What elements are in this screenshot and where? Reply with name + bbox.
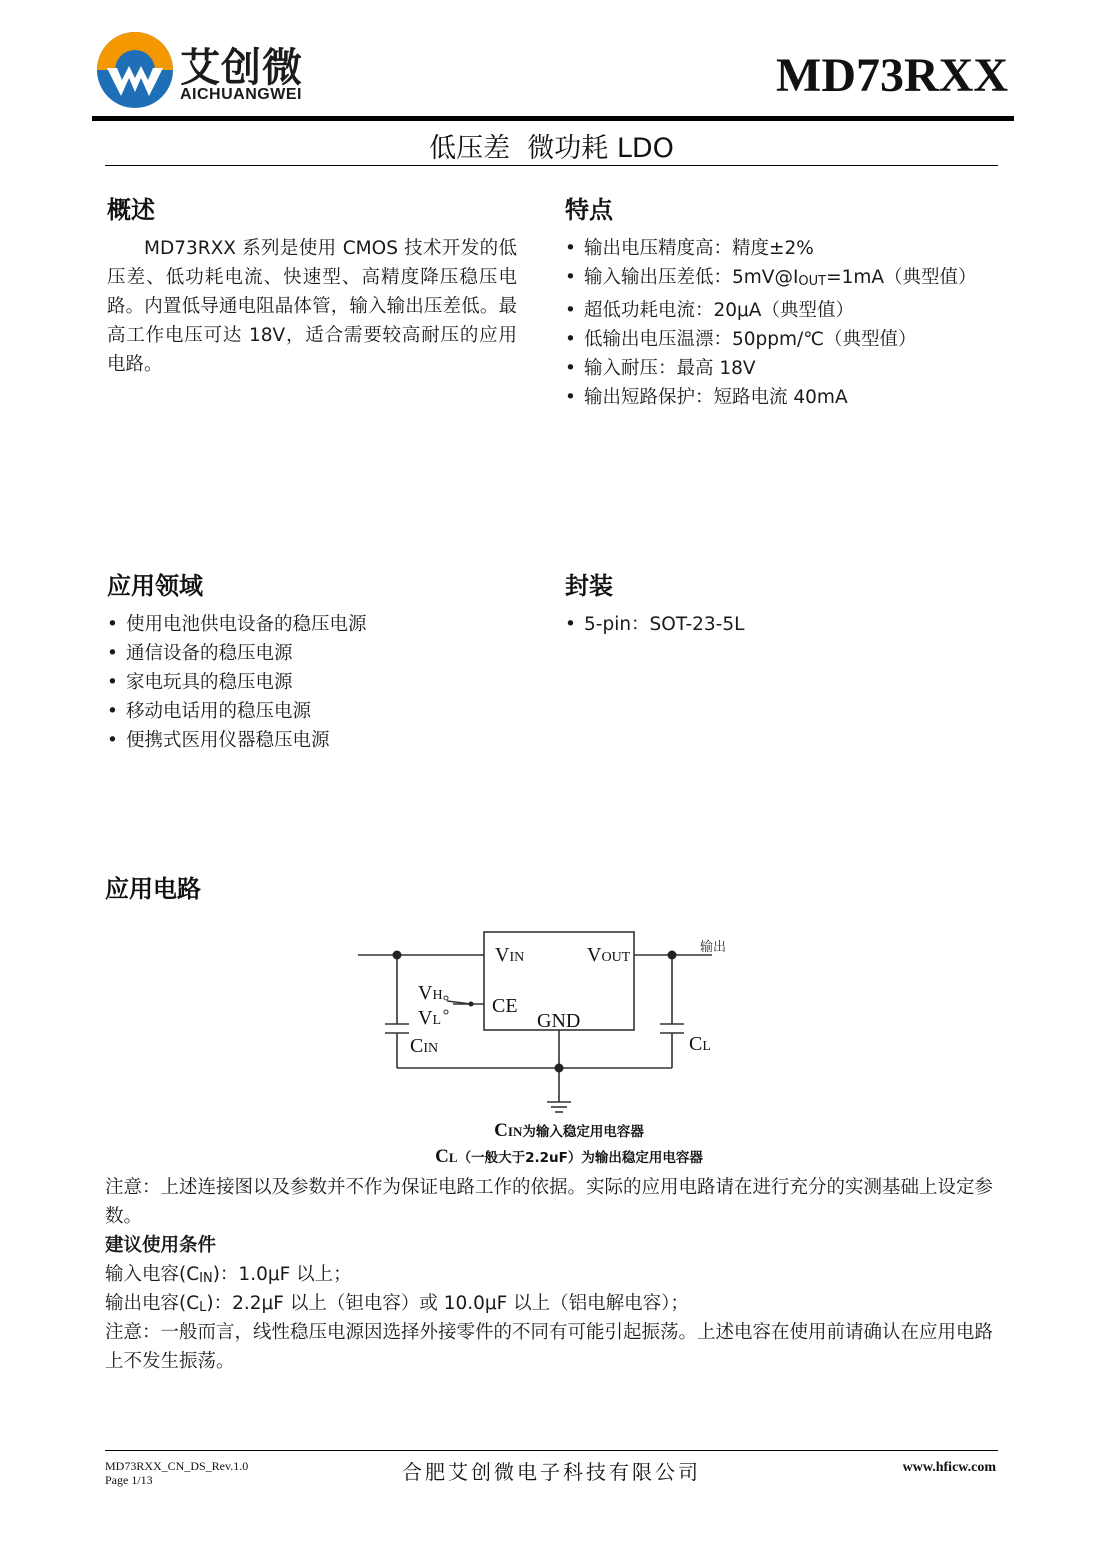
circuit-heading: 应用电路 <box>105 875 201 903</box>
list-item: • 输出短路保护：短路电流 40mA <box>565 383 977 412</box>
applications-list <box>107 610 367 755</box>
list-item: • 通信设备的稳压电源 <box>107 639 367 668</box>
document-title: 低压差 微功耗 LDO <box>429 133 674 164</box>
list-item: • 超低功耗电流：20μA（典型值） <box>565 296 977 325</box>
list-item: • 输入耐压：最高 18V <box>565 354 977 383</box>
cin-label: CIN <box>410 1035 439 1057</box>
circuit-caption-cl: CL（一般大于2.2uF）为输出稳定用电容器 <box>435 1146 703 1167</box>
title-rule <box>105 165 998 166</box>
company-logo <box>95 30 320 110</box>
junction-dot <box>668 951 677 960</box>
logo-chinese-name: 艾创微 <box>180 45 303 91</box>
footer-website[interactable]: www.hficw.com <box>902 1460 996 1475</box>
list-item: • 5-pin：SOT-23-5L <box>565 610 744 639</box>
application-circuit-diagram <box>355 925 755 1115</box>
vin-label: VIN <box>495 944 525 966</box>
list-item: • 低输出电压温漂：50ppm/℃（典型值） <box>565 325 977 354</box>
footer-page-number: Page 1/13 <box>105 1473 153 1487</box>
footer-doc-rev: MD73RXX_CN_DS_Rev.1.0 <box>105 1459 249 1473</box>
list-item: • 使用电池供电设备的稳压电源 <box>107 610 367 639</box>
vl-label: VL <box>418 1007 442 1029</box>
list-item: • 便携式医用仪器稳压电源 <box>107 726 367 755</box>
circuit-note: 注意：上述连接图以及参数并不作为保证电路工作的依据。实际的应用电路请在进行充分的实测基础上设定参数。 <box>105 1177 994 1227</box>
list-item: • 输入输出压差低：$5mV@I_{OUT}=1mA$（典型值） <box>565 263 977 296</box>
condition-input-capacitor: 输入电容$(C_{IN})$：1.0μF 以上； <box>105 1264 352 1286</box>
junction-dot <box>469 1002 474 1007</box>
logo-english-name: AICHUANGWEI <box>180 86 302 103</box>
part-number: MD73RXX <box>776 49 1008 102</box>
logo-emblem-icon <box>95 30 175 110</box>
applications-heading: 应用领域 <box>107 572 203 600</box>
circuit-caption-cin: CIN为输入稳定用电容器 <box>494 1120 644 1141</box>
features-heading: 特点 <box>565 196 613 224</box>
footer-company: 合肥艾创微电子科技有限公司 <box>402 1460 701 1484</box>
package-list <box>565 610 744 639</box>
overview-paragraph: MD73RXX 系列是使用 CMOS 技术开发的低压差、低功耗电流、快速型、高精度降压稳压电路。内置低导通电阻晶体管，输入输出压差低。最高工作电压可达 18V，适合需要较高耐压的应用电路。 <box>107 238 517 375</box>
junction-dot <box>555 1064 564 1073</box>
features-list <box>565 234 977 412</box>
output-label: 输出 <box>700 940 727 955</box>
footer-rule <box>105 1450 998 1451</box>
package-heading: 封装 <box>565 572 613 600</box>
header-rule <box>92 116 1014 121</box>
list-item: • 输出电压精度高：精度±2% <box>565 234 977 263</box>
ce-label: CE <box>492 995 518 1017</box>
overview-heading: 概述 <box>107 196 155 224</box>
list-item: • 家电玩具的稳压电源 <box>107 668 367 697</box>
conditions-heading: 建议使用条件 <box>105 1235 217 1256</box>
vh-label: VH <box>418 982 443 1004</box>
condition-output-capacitor: 输出电容$(C_L)$：2.2μF 以上（钽电容）或 10.0μF 以上（铝电解电容）； <box>105 1293 689 1315</box>
oscillation-note: 注意：一般而言，线性稳压电源因选择外接零件的不同有可能引起振荡。上述电容在使用前请确认在应用电路上不发生振荡。 <box>105 1322 994 1372</box>
list-item: • 移动电话用的稳压电源 <box>107 697 367 726</box>
vout-label: VOUT <box>587 944 631 966</box>
gnd-label: GND <box>537 1010 581 1032</box>
junction-dot <box>393 951 402 960</box>
cl-label: CL <box>689 1033 711 1055</box>
